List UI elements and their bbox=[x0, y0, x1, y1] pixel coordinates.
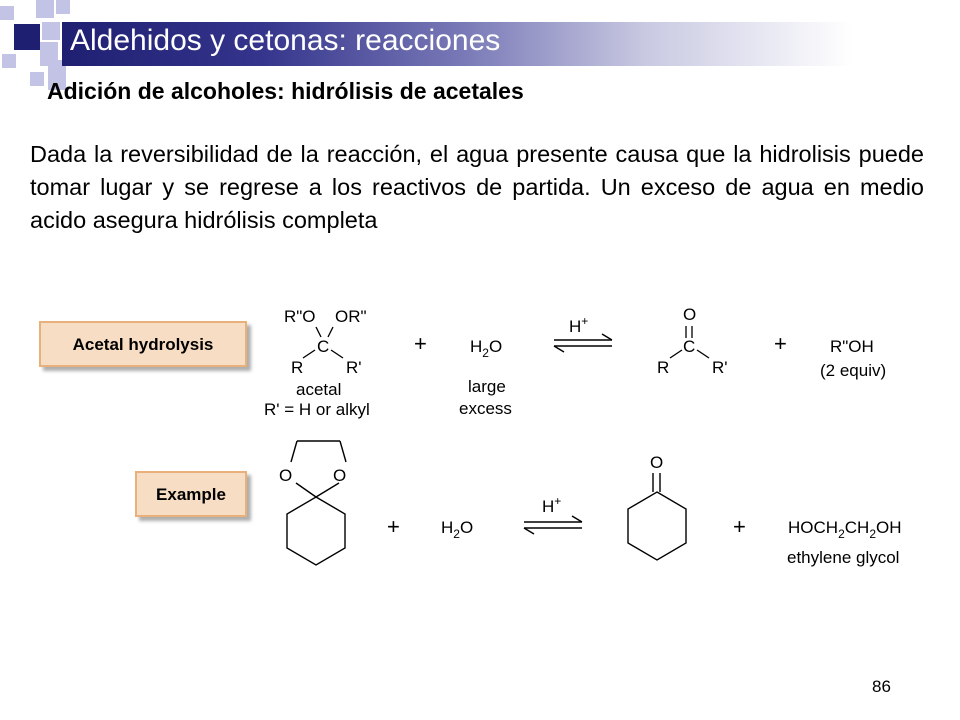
acetal-structure bbox=[264, 307, 370, 419]
bond bbox=[316, 483, 339, 497]
equilibrium-arrow bbox=[554, 314, 612, 352]
bond bbox=[670, 350, 682, 358]
carbonyl-bottom-right: R' bbox=[712, 358, 728, 377]
equilibrium-arrow bbox=[524, 494, 582, 534]
glycol-name: ethylene glycol bbox=[787, 548, 900, 567]
ethylene-glycol bbox=[787, 518, 902, 567]
water-reactant bbox=[459, 337, 512, 418]
acetal-hydrolysis-label bbox=[40, 322, 246, 366]
acetal-bottom-left: R bbox=[291, 358, 304, 377]
alcohol-byproduct bbox=[820, 337, 886, 380]
plus-sign: + bbox=[414, 331, 427, 356]
example-label bbox=[136, 472, 246, 516]
example-label-text: Example bbox=[156, 485, 226, 504]
acetal-top-right: OR" bbox=[335, 307, 367, 326]
acetal-note: R' = H or alkyl bbox=[264, 400, 370, 419]
carbonyl-oxygen: O bbox=[683, 305, 697, 324]
water-formula: $H_2O$ bbox=[441, 518, 474, 541]
bond bbox=[303, 350, 315, 358]
acetal-carbon: C bbox=[317, 337, 330, 356]
ring-oxygen-left: O bbox=[279, 466, 293, 485]
ring-oxygen-right: O bbox=[333, 466, 347, 485]
alcohol-formula: R"OH bbox=[830, 337, 874, 356]
water-note-excess: excess bbox=[459, 399, 512, 418]
page-number: 86 bbox=[872, 677, 891, 696]
carbonyl-bottom-left: R bbox=[657, 358, 670, 377]
bond bbox=[331, 350, 343, 358]
acetal-name: acetal bbox=[296, 380, 342, 399]
bond bbox=[697, 350, 709, 358]
plus-sign: + bbox=[733, 514, 746, 539]
slide-subtitle: Adición de alcoholes: hidrólisis de acetales bbox=[47, 78, 524, 104]
bond bbox=[340, 441, 346, 462]
catalyst-label: H+ bbox=[542, 494, 562, 516]
water-formula: $H_2O$ bbox=[470, 337, 503, 360]
slide-title: Aldehidos y cetonas: reacciones bbox=[70, 24, 501, 57]
bond bbox=[296, 483, 316, 497]
water-note-large: large bbox=[468, 377, 506, 396]
ketone-oxygen: O bbox=[650, 453, 664, 472]
acetal-hydrolysis-label-text: Acetal hydrolysis bbox=[72, 335, 214, 354]
cyclohexanone bbox=[628, 453, 686, 560]
carbonyl-product bbox=[657, 305, 728, 377]
cyclohexane-ring bbox=[287, 497, 345, 565]
acetal-bottom-right: R' bbox=[346, 358, 362, 377]
acetal-top-left: R"O bbox=[284, 307, 316, 326]
glycol-formula: $HOCH_2CH_2OH$ bbox=[788, 518, 902, 541]
body-paragraph: Dada la reversibilidad de la reacción, el agua presente causa que la hidrolisis puede tomar lugar y se regrese a los reactivos de partida. Un exceso de agua en medio acido asegura hidrólisis completa bbox=[30, 141, 924, 233]
catalyst-label: H+ bbox=[569, 314, 589, 336]
bond bbox=[291, 441, 297, 462]
plus-sign: + bbox=[387, 514, 400, 539]
dioxolane-spiro-compound bbox=[279, 441, 346, 565]
plus-sign: + bbox=[774, 331, 787, 356]
cyclohexane-ring bbox=[628, 492, 686, 560]
bond bbox=[328, 327, 333, 337]
alcohol-equiv: (2 equiv) bbox=[820, 361, 887, 380]
bond bbox=[316, 327, 321, 337]
carbonyl-carbon: C bbox=[683, 337, 696, 356]
